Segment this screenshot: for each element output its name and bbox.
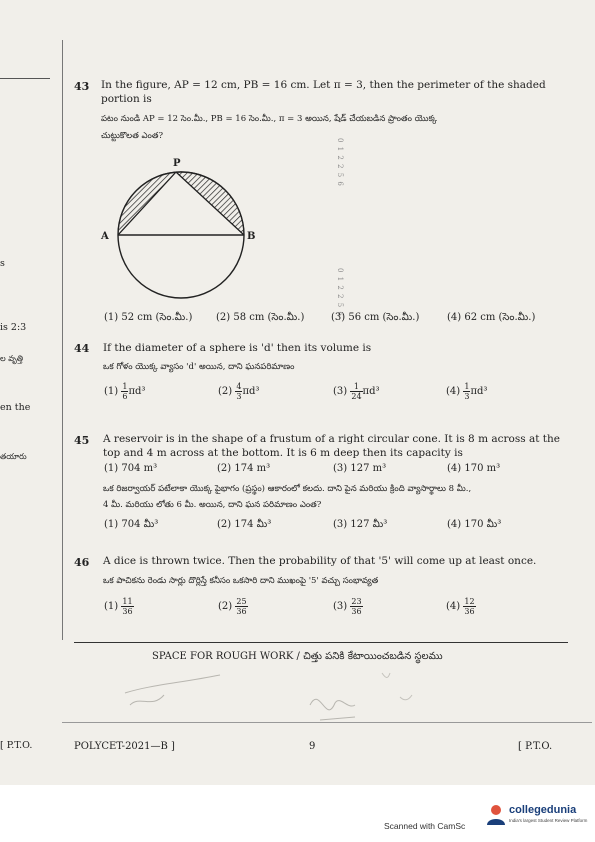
option: (1) $\frac{11}{36}$: [104, 597, 133, 616]
question-text-en: If the diameter of a sphere is 'd' then its volume is: [103, 342, 372, 354]
question-number: 44: [74, 342, 90, 355]
option: (2) 58 cm (సెం.మీ.): [216, 312, 305, 323]
margin-line: [62, 40, 63, 640]
option: (1) 52 cm (సెం.మీ.): [104, 312, 193, 323]
footer-page-number: 9: [309, 741, 316, 752]
question-text-te: 4 మీ. మరియు లోతు 6 మీ. అయిన, దాని ఘన పరిమాణం ఎంత?: [103, 500, 322, 510]
semicircle-figure: [100, 152, 270, 312]
scan-footer-strip: [0, 785, 595, 842]
question-text-te: ఒక గోళం యొక్క వ్యాసం 'd' అయిన, దాని ఘనపరిమాణం: [103, 362, 295, 372]
option: (1) 704 m³: [104, 463, 158, 474]
option: (1) 704 మీ³: [104, 519, 159, 530]
option: (3) 56 cm (సెం.మీ.): [331, 312, 420, 323]
option: (4) 170 m³: [447, 463, 501, 474]
question-text-en: top and 4 m across at the bottom. It is 6 m deep then its capacity is: [103, 447, 463, 459]
question-text-te: చుట్టుకొలత ఎంత?: [101, 131, 164, 141]
left-fragment: తయారు: [0, 452, 27, 461]
option: (2) 174 m³: [217, 463, 271, 474]
left-margin-rule: [0, 78, 50, 79]
footer-rule: [62, 722, 592, 723]
rough-work-heading: SPACE FOR ROUGH WORK / చిత్తు పనికి కేటాయించబడిన స్థలము: [152, 651, 443, 662]
option: (2) 174 మీ³: [217, 519, 272, 530]
faint-stamp: 0 1 2 2 5 6: [336, 138, 344, 187]
brand-name: collegedunia: [509, 804, 577, 816]
question-text-en: A reservoir is in the shape of a frustum of a right circular cone. It is 8 m across at the: [103, 433, 560, 445]
footer-exam-code: POLYCET-2021—B ]: [74, 741, 175, 752]
option: (3) $\frac{1}{24}$ πd³: [333, 382, 380, 401]
option: (4) $\frac{1}{3}$ πd³: [446, 382, 488, 401]
rough-work-top-rule: [74, 642, 568, 643]
pencil-scribbles: [120, 665, 450, 730]
brand-tagline: India's largest Student Review Platform: [509, 818, 588, 823]
option: (2) $\frac{4}{3}$ πd³: [218, 382, 260, 401]
question-text-te: ఒక పాచికను రెండు సార్లు దొర్లిస్తే కనీసం ఒకసారి దాని ముఖంపై '5' వచ్చు సంభావ్యత: [103, 576, 379, 586]
question-number: 46: [74, 556, 90, 569]
left-footer-fragment: [ P.T.O.: [0, 740, 33, 751]
question-text-en: In the figure, AP = 12 cm, PB = 16 cm. Let π = 3, then the perimeter of the shaded: [101, 79, 546, 91]
left-fragment: is 2:3: [0, 322, 27, 333]
question-text-te: ఒక రిజర్వాయర్ పటేలాకా యొక్క పైభాగం (ప్రస్థం) ఆకారంలో కలదు. దాని పైన మరియు క్రింది వ్యాసార్థాలు 8 మీ.,: [103, 484, 472, 494]
label-p: P: [173, 158, 181, 169]
question-text-te: పటం నుండి AP = 12 సెం.మీ., PB = 16 సెం.మీ., π = 3 అయిన, షేడ్ చేయబడిన ప్రాంతం యొక్క: [101, 114, 438, 124]
option: (4) $\frac{12}{36}$: [446, 597, 475, 616]
option: (4) 170 మీ³: [447, 519, 502, 530]
question-number: 45: [74, 434, 90, 447]
footer-pto: [ P.T.O.: [518, 741, 553, 752]
label-a: A: [101, 231, 109, 242]
left-fragment: en the: [0, 402, 31, 413]
option: (1) $\frac{1}{6}$ πd³: [104, 382, 146, 401]
left-fragment: s: [0, 258, 5, 269]
question-text-en: A dice is thrown twice. Then the probability of that '5' will come up at least once.: [103, 555, 537, 567]
question-text-en: portion is: [101, 93, 152, 105]
collegedunia-logo-icon: [485, 803, 507, 827]
option: (4) 62 cm (సెం.మీ.): [447, 312, 536, 323]
option: (3) 127 మీ³: [333, 519, 388, 530]
label-b: B: [247, 231, 256, 242]
question-number: 43: [74, 80, 90, 93]
left-fragment: ల వృత్తి: [0, 354, 23, 363]
option: (3) $\frac{23}{36}$: [333, 597, 362, 616]
option: (2) $\frac{25}{36}$: [218, 597, 247, 616]
option: (3) 127 m³: [333, 463, 387, 474]
faint-stamp: 0 1 2 2 5 6: [336, 268, 344, 317]
scanned-watermark: Scanned with CamSc: [384, 821, 466, 831]
